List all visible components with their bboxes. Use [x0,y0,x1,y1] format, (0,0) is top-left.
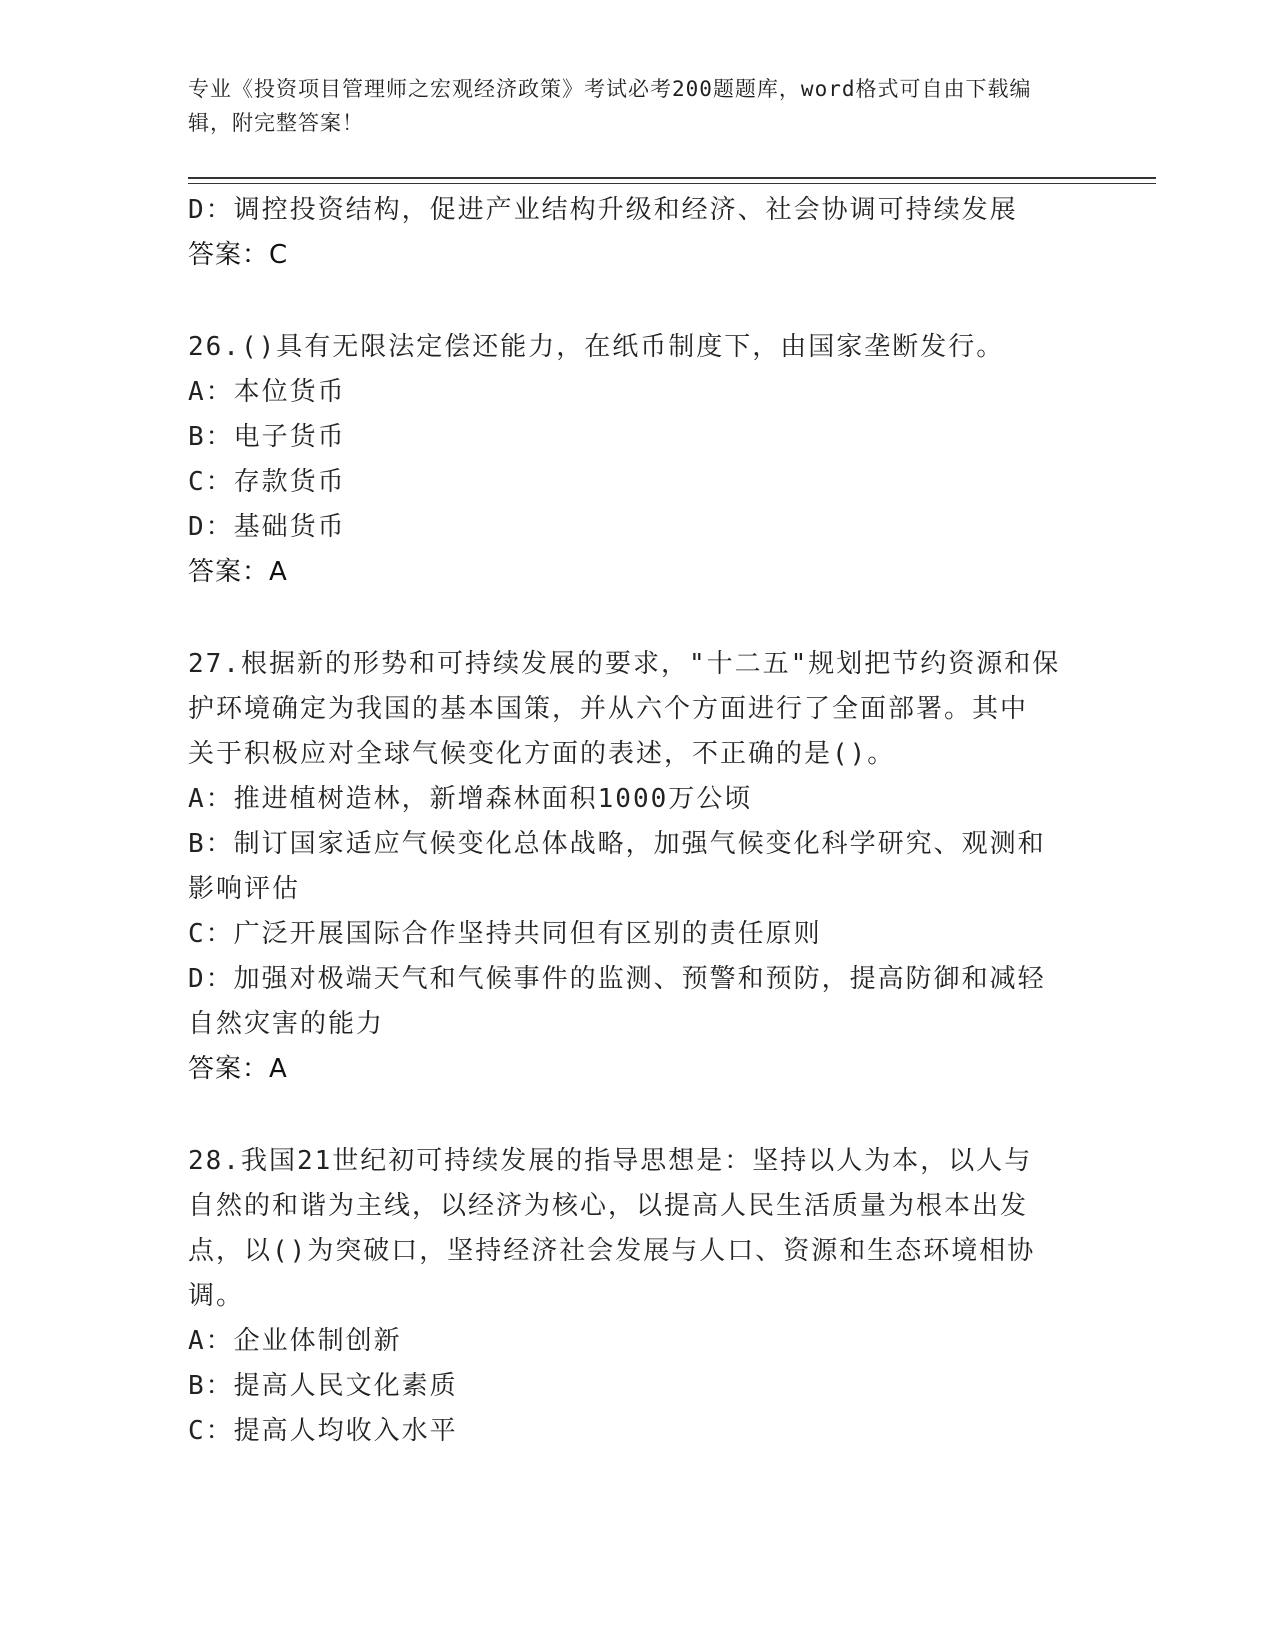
q26-option-d: D：基础货币 [188,512,346,542]
spacer [188,1092,1088,1139]
q27-option-c: C：广泛开展国际合作坚持共同但有区别的责任原则 [188,919,822,949]
q27-stem-line: 关于积极应对全球气候变化方面的表述，不正确的是()。 [188,739,896,769]
q28-option-b: B：提高人民文化素质 [188,1371,458,1401]
q28-option-c: C：提高人均收入水平 [188,1416,458,1446]
spacer [188,278,1088,325]
header-text: 专业《投资项目管理师之宏观经济政策》考试必考200题题库，word格式可自由下载编辑，附完整答案！ [188,77,1032,135]
q28-stem-line: 28.我国21世纪初可持续发展的指导思想是：坚持以人为本，以人与 [188,1146,1033,1176]
q27-stem-line: 27.根据新的形势和可持续发展的要求，"十二五"规划把节约资源和保 [188,649,1061,679]
q26-option-a: A：本位货币 [188,377,346,407]
q27-option-a: A：推进植树造林，新增森林面积1000万公顷 [188,784,753,814]
q26-option-b: B：电子货币 [188,422,346,452]
prev-option-d: D：调控投资结构，促进产业结构升级和经济、社会协调可持续发展 [188,195,1018,225]
q28-option-a: A：企业体制创新 [188,1326,402,1356]
q28-stem-line: 调。 [188,1281,245,1311]
question-content [188,188,1088,1454]
header-rule-thick [188,177,1156,179]
q28-stem-line: 点，以()为突破口，坚持经济社会发展与人口、资源和生态环境相协 [188,1236,1036,1266]
prev-answer: 答案：C [188,240,289,270]
spacer [188,595,1088,642]
q26-option-c: C：存款货币 [188,467,346,497]
q27-stem-line: 护环境确定为我国的基本国策，并从六个方面进行了全面部署。其中 [188,694,1029,724]
q28-stem-line: 自然的和谐为主线，以经济为核心，以提高人民生活质量为根本出发 [188,1191,1029,1221]
q27-answer: 答案：A [188,1054,288,1084]
q26-answer: 答案：A [188,557,288,587]
document-header [188,72,1068,140]
header-rule-thin [188,183,1156,184]
q27-option-d-line: D：加强对极端天气和气候事件的监测、预警和预防，提高防御和减轻 [188,964,1046,994]
q27-option-b-line: B：制订国家适应气候变化总体战略，加强气候变化科学研究、观测和 [188,829,1046,859]
q27-option-d-line: 自然灾害的能力 [188,1009,385,1039]
q27-option-b-line: 影响评估 [188,874,301,904]
q26-stem: 26.()具有无限法定偿还能力，在纸币制度下，由国家垄断发行。 [188,332,1005,362]
